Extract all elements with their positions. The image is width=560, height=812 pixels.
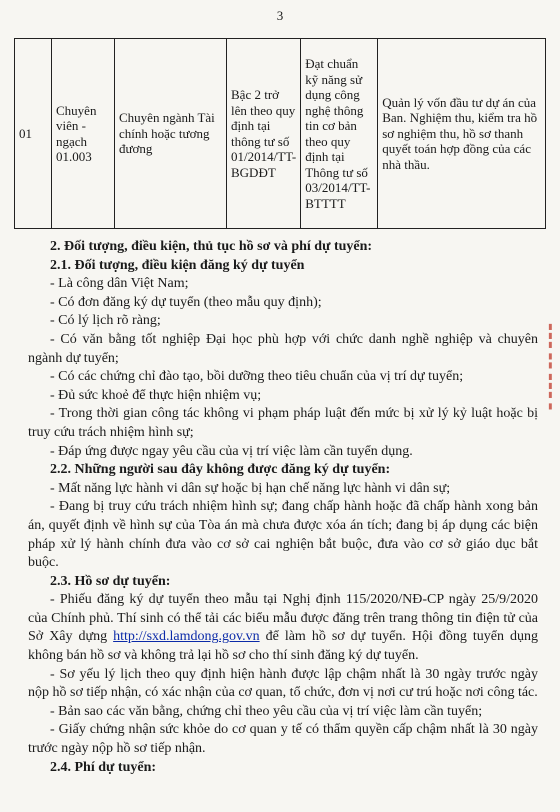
item-text: để làm hồ sơ dự tuyển. Hội đồng tuyển dụng không bán hồ sơ và không trả lại hồ sơ cho thí sinh đăng ký dự tuyển.	[28, 629, 538, 664]
list-item	[28, 591, 538, 665]
section-2-3-heading: 2.3. Hồ sơ dự tuyển:	[50, 573, 171, 589]
list-item: - Đủ sức khoẻ để thực hiện nhiệm vụ;	[50, 387, 262, 403]
cell-major: Chuyên ngành Tài chính hoặc tương đương	[115, 39, 227, 229]
list-item: - Bản sao các văn bằng, chứng chỉ theo yêu cầu của vị trí việc làm cần tuyển;	[50, 703, 483, 719]
list-item: - Sơ yếu lý lịch theo quy định hiện hành được lập chậm nhất là 30 ngày trước ngày nộp hồ sơ tiếp nhận, có xác nhận của cơ quan, tổ chức, đơn vị nơi cư trú hoặc nơi công tác.	[28, 666, 538, 701]
section-2-heading: 2. Đối tượng, điều kiện, thủ tục hồ sơ và phí dự tuyển:	[50, 239, 373, 254]
item-text: - Phiếu đăng ký dự tuyển theo mẫu tại Nghị định 115/2020/NĐ-CP ngày 25/9/2020 của Chính phủ. Thí sinh có thể tải các biểu mẫu được đăng trên trang thông tin điện tử của Sở Xây dựng	[28, 592, 538, 645]
list-item: - Có lý lịch rõ ràng;	[50, 313, 161, 329]
list-item: - Đáp ứng được ngay yêu cầu của vị trí việc làm cần tuyển dụng.	[50, 443, 413, 459]
list-item: - Đang bị truy cứu trách nhiệm hình sự; đang chấp hành hoặc đã chấp hành xong bản án, quyết định về hình sự của Tòa án mà chưa được xóa án tích; đang bị áp dụng các biện pháp xử lý hành chính đưa vào cơ sở cai nghiện bắt buộc, đưa vào cơ sở giáo dục bắt buộc.	[28, 499, 538, 571]
list-item: - Là công dân Việt Nam;	[50, 276, 189, 292]
table-row	[15, 39, 546, 229]
cell-duties: Quản lý vốn đầu tư dự án của Ban. Nghiệm thu, kiểm tra hồ sơ nghiệm thu, hồ sơ thanh quyết toán hợp đồng của các nhà thầu.	[378, 39, 546, 229]
document-body	[28, 238, 538, 777]
job-position-table	[14, 38, 546, 229]
cell-it-skill: Đạt chuẩn kỹ năng sử dụng công nghệ thông tin cơ bản theo quy định tại Thông tư số 03/2014/TT-BTTTT	[301, 39, 378, 229]
margin-stamp-mark: ▮▮▮ ▮▮ ▮▮▮ ▮	[546, 322, 555, 411]
list-item: - Trong thời gian công tác không vi phạm pháp luật đến mức bị xử lý kỷ luật hoặc bị truy cứu trách nhiệm hình sự;	[28, 406, 538, 440]
list-item: - Mất năng lực hành vi dân sự hoặc bị hạn chế năng lực hành vi dân sự;	[50, 480, 451, 496]
section-2-1-heading: 2.1. Đối tượng, điều kiện đăng ký dự tuyển	[50, 257, 305, 273]
list-item: - Có văn bằng tốt nghiệp Đại học phù hợp với chức danh nghề nghiệp và chuyên ngành dự tuyển;	[28, 331, 538, 366]
list-item: - Có các chứng chỉ đào tạo, bồi dưỡng theo tiêu chuẩn của vị trí dự tuyển;	[50, 369, 464, 385]
list-item: - Giấy chứng nhận sức khỏe do cơ quan y tế có thẩm quyền cấp chậm nhất là 30 ngày trước ngày nộp hồ sơ tiếp nhận.	[28, 722, 538, 757]
cell-stt: 01	[15, 39, 52, 229]
cell-language: Bậc 2 trở lên theo quy định tại thông tư số 01/2014/TT-BGDĐT	[227, 39, 301, 229]
section-2-4-heading: 2.4. Phí dự tuyển:	[50, 759, 157, 775]
section-2-2-heading: 2.2. Những người sau đây không được đăng ký dự tuyển:	[50, 462, 391, 478]
list-item: - Có đơn đăng ký dự tuyển (theo mẫu quy định);	[50, 294, 322, 310]
cell-rank: Chuyên viên - ngạch 01.003	[52, 39, 115, 229]
website-link[interactable]: http://sxd.lamdong.gov.vn	[113, 629, 260, 645]
page-number: 3	[276, 8, 284, 23]
